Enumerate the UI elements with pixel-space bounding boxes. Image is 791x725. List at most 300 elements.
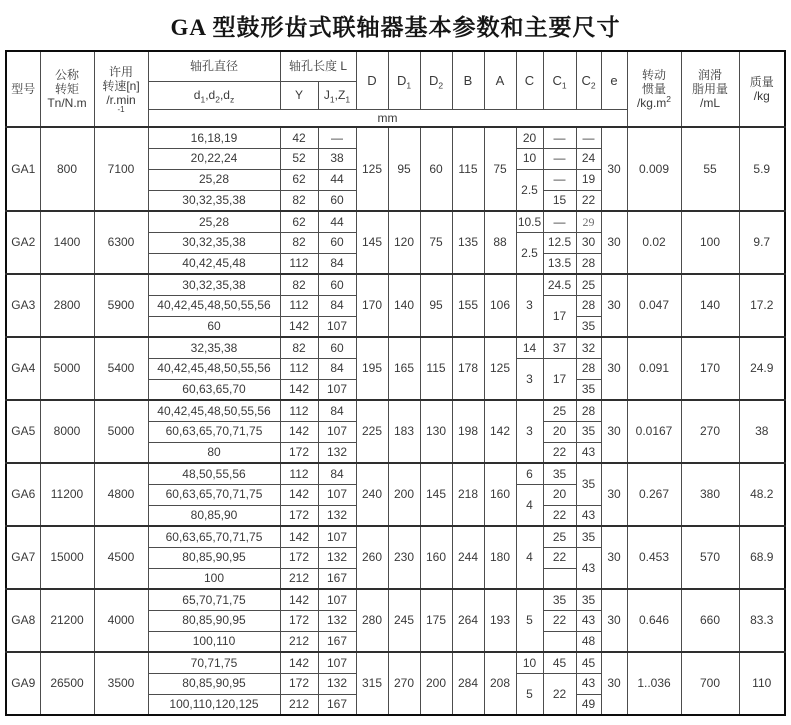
cell-bore-diameters: 100,110: [148, 631, 280, 652]
cell-bore-diameters: 25,28: [148, 211, 280, 232]
cell-C1: 35: [543, 589, 576, 610]
cell-length-JZ: 107: [318, 526, 356, 547]
cell-e: 30: [601, 463, 627, 526]
header-length-Y: Y: [280, 81, 318, 109]
cell-e: 30: [601, 274, 627, 337]
cell-speed: 5000: [94, 400, 148, 463]
cell-C1: [543, 631, 576, 652]
cell-bore-diameters: 20,22,24: [148, 148, 280, 169]
cell-speed: 6300: [94, 211, 148, 274]
cell-model: GA3: [6, 274, 40, 337]
cell-D1: 183: [388, 400, 420, 463]
cell-length-Y: 142: [280, 589, 318, 610]
cell-C1: 12.5: [543, 232, 576, 253]
cell-bore-diameters: 30,32,35,38: [148, 232, 280, 253]
cell-bore-diameters: 40,42,45,48,50,55,56: [148, 400, 280, 421]
cell-bore-diameters: 80,85,90,95: [148, 610, 280, 631]
cell-C1: 13.5: [543, 253, 576, 274]
cell-inertia: 0.453: [627, 526, 681, 589]
cell-mass: 9.7: [739, 211, 785, 274]
cell-length-JZ: 38: [318, 148, 356, 169]
cell-D2: 130: [420, 400, 452, 463]
cell-C: 10.5: [516, 211, 543, 232]
header-dim-D: D: [356, 51, 388, 109]
table-row: [6, 589, 785, 610]
cell-length-Y: 142: [280, 652, 318, 673]
cell-model: GA5: [6, 400, 40, 463]
cell-model: GA4: [6, 337, 40, 400]
cell-bore-diameters: 100,110,120,125: [148, 694, 280, 715]
cell-D2: 95: [420, 274, 452, 337]
cell-bore-diameters: 60,63,65,70,71,75: [148, 526, 280, 547]
cell-bore-diameters: 80: [148, 442, 280, 463]
cell-grease: 700: [681, 652, 739, 715]
cell-C1: 25: [543, 526, 576, 547]
cell-length-JZ: 107: [318, 589, 356, 610]
cell-A: 125: [484, 337, 516, 400]
cell-grease: 100: [681, 211, 739, 274]
cell-length-JZ: 132: [318, 442, 356, 463]
cell-D2: 200: [420, 652, 452, 715]
cell-B: 135: [452, 211, 484, 274]
cell-length-Y: 112: [280, 463, 318, 484]
cell-mass: 24.9: [739, 337, 785, 400]
block-GA8: [6, 589, 785, 652]
cell-C2: 25: [576, 274, 601, 295]
cell-mass: 5.9: [739, 127, 785, 211]
cell-C2: 28: [576, 358, 601, 379]
cell-length-JZ: 107: [318, 379, 356, 400]
cell-D2: 175: [420, 589, 452, 652]
cell-B: 115: [452, 127, 484, 211]
cell-C: 2.5: [516, 169, 543, 211]
cell-grease: 660: [681, 589, 739, 652]
cell-D: 315: [356, 652, 388, 715]
cell-C1: 22: [543, 505, 576, 526]
cell-length-JZ: 60: [318, 274, 356, 295]
cell-C2: 43: [576, 610, 601, 631]
cell-C2: 43: [576, 673, 601, 694]
cell-D2: 145: [420, 463, 452, 526]
cell-length-Y: 212: [280, 694, 318, 715]
block-GA5: [6, 400, 785, 463]
cell-length-Y: 142: [280, 526, 318, 547]
cell-length-Y: 62: [280, 169, 318, 190]
cell-torque: 15000: [40, 526, 94, 589]
cell-D2: 160: [420, 526, 452, 589]
cell-grease: 170: [681, 337, 739, 400]
header-dim-B: B: [452, 51, 484, 109]
cell-B: 218: [452, 463, 484, 526]
cell-B: 284: [452, 652, 484, 715]
cell-D: 260: [356, 526, 388, 589]
cell-bore-diameters: 80,85,90,95: [148, 673, 280, 694]
cell-length-Y: 112: [280, 295, 318, 316]
cell-length-Y: 52: [280, 148, 318, 169]
cell-C1: 35: [543, 463, 576, 484]
cell-C1: —: [543, 211, 576, 232]
cell-length-JZ: 84: [318, 400, 356, 421]
cell-length-JZ: 107: [318, 652, 356, 673]
cell-D: 240: [356, 463, 388, 526]
cell-B: 198: [452, 400, 484, 463]
cell-C1: —: [543, 169, 576, 190]
cell-A: 160: [484, 463, 516, 526]
cell-speed: 5900: [94, 274, 148, 337]
cell-bore-diameters: 32,35,38: [148, 337, 280, 358]
cell-C2: 35: [576, 316, 601, 337]
cell-speed: 3500: [94, 652, 148, 715]
cell-length-Y: 142: [280, 379, 318, 400]
cell-e: 30: [601, 652, 627, 715]
cell-bore-diameters: 25,28: [148, 169, 280, 190]
cell-mass: 83.3: [739, 589, 785, 652]
cell-length-JZ: 84: [318, 463, 356, 484]
table-header: [6, 51, 785, 127]
table-row: [6, 400, 785, 421]
cell-D1: 120: [388, 211, 420, 274]
cell-C1: 22: [543, 547, 576, 568]
cell-length-Y: 112: [280, 358, 318, 379]
cell-torque: 2800: [40, 274, 94, 337]
cell-C: 10: [516, 652, 543, 673]
cell-model: GA2: [6, 211, 40, 274]
cell-length-JZ: 132: [318, 505, 356, 526]
cell-length-JZ: 84: [318, 253, 356, 274]
cell-bore-diameters: 65,70,71,75: [148, 589, 280, 610]
cell-grease: 270: [681, 400, 739, 463]
cell-C: 4: [516, 526, 543, 589]
cell-C2: 24: [576, 148, 601, 169]
cell-C1: 15: [543, 190, 576, 211]
cell-C1: 17: [543, 358, 576, 400]
cell-C2: 32: [576, 337, 601, 358]
cell-C1: 24.5: [543, 274, 576, 295]
cell-torque: 5000: [40, 337, 94, 400]
cell-A: 88: [484, 211, 516, 274]
cell-model: GA6: [6, 463, 40, 526]
cell-speed: 4000: [94, 589, 148, 652]
cell-C: 20: [516, 127, 543, 148]
block-GA3: [6, 274, 785, 337]
cell-mass: 68.9: [739, 526, 785, 589]
cell-bore-diameters: 80,85,90: [148, 505, 280, 526]
table-row: [6, 127, 785, 148]
cell-torque: 11200: [40, 463, 94, 526]
block-GA2: [6, 211, 785, 274]
block-GA4: [6, 337, 785, 400]
block-GA7: [6, 526, 785, 589]
cell-bore-diameters: 40,42,45,48: [148, 253, 280, 274]
cell-bore-diameters: 30,32,35,38: [148, 190, 280, 211]
header-inertia: 转动 惯量 $/kg.m^2$: [627, 51, 681, 127]
cell-C: 5: [516, 673, 543, 715]
cell-length-Y: 172: [280, 505, 318, 526]
cell-D: 225: [356, 400, 388, 463]
cell-mass: 110: [739, 652, 785, 715]
header-dim-A: A: [484, 51, 516, 109]
cell-D1: 200: [388, 463, 420, 526]
cell-C2: 28: [576, 253, 601, 274]
cell-length-Y: 82: [280, 232, 318, 253]
cell-D2: 115: [420, 337, 452, 400]
cell-C2: 43: [576, 547, 601, 589]
cell-C2: 28: [576, 400, 601, 421]
cell-mass: 38: [739, 400, 785, 463]
cell-C1: 22: [543, 610, 576, 631]
cell-inertia: 0.091: [627, 337, 681, 400]
cell-C1: 17: [543, 295, 576, 337]
cell-C2: 43: [576, 505, 601, 526]
cell-C: 3: [516, 358, 543, 400]
cell-bore-diameters: 40,42,45,48,50,55,56: [148, 295, 280, 316]
table-row: [6, 274, 785, 295]
cell-length-JZ: 132: [318, 610, 356, 631]
cell-C: 3: [516, 274, 543, 337]
cell-inertia: 0.267: [627, 463, 681, 526]
header-dim-C2: $C_2$: [576, 51, 601, 109]
cell-length-Y: 42: [280, 127, 318, 148]
cell-C2: 19: [576, 169, 601, 190]
cell-length-JZ: —: [318, 127, 356, 148]
cell-B: 178: [452, 337, 484, 400]
cell-length-Y: 142: [280, 316, 318, 337]
cell-bore-diameters: 30,32,35,38: [148, 274, 280, 295]
cell-D: 195: [356, 337, 388, 400]
cell-A: 193: [484, 589, 516, 652]
header-length-JZ: $J_1,Z_1$: [318, 81, 356, 109]
cell-length-JZ: 107: [318, 421, 356, 442]
table-row: [6, 337, 785, 358]
cell-D2: 60: [420, 127, 452, 211]
cell-inertia: 0.047: [627, 274, 681, 337]
cell-speed: 7100: [94, 127, 148, 211]
cell-inertia: 0.0167: [627, 400, 681, 463]
header-dim-C: C: [516, 51, 543, 109]
cell-D1: 140: [388, 274, 420, 337]
cell-C1: 37: [543, 337, 576, 358]
cell-torque: 1400: [40, 211, 94, 274]
cell-D: 145: [356, 211, 388, 274]
cell-bore-diameters: 70,71,75: [148, 652, 280, 673]
cell-C1: 20: [543, 421, 576, 442]
cell-length-JZ: 107: [318, 484, 356, 505]
header-dim-C1: $C_1$: [543, 51, 576, 109]
cell-bore-diameters: 60,63,65,70,71,75: [148, 484, 280, 505]
page-title: GA 型鼓形齿式联轴器基本参数和主要尺寸: [170, 15, 621, 40]
header-bore-diameter-symbols: $d_1,d_2,d_z$: [148, 81, 280, 109]
cell-grease: 55: [681, 127, 739, 211]
cell-bore-diameters: 60: [148, 316, 280, 337]
cell-A: 106: [484, 274, 516, 337]
cell-C2: 30: [576, 232, 601, 253]
cell-D1: 95: [388, 127, 420, 211]
cell-length-JZ: 167: [318, 694, 356, 715]
cell-length-Y: 112: [280, 253, 318, 274]
cell-inertia: 0.646: [627, 589, 681, 652]
cell-C: 5: [516, 589, 543, 652]
header-grease: 润滑 脂用量 /mL: [681, 51, 739, 127]
cell-length-Y: 142: [280, 421, 318, 442]
cell-length-Y: 82: [280, 190, 318, 211]
cell-e: 30: [601, 211, 627, 274]
cell-C: 6: [516, 463, 543, 484]
cell-B: 155: [452, 274, 484, 337]
cell-bore-diameters: 80,85,90,95: [148, 547, 280, 568]
cell-C1: 20: [543, 484, 576, 505]
cell-D1: 270: [388, 652, 420, 715]
cell-model: GA1: [6, 127, 40, 211]
cell-B: 264: [452, 589, 484, 652]
cell-inertia: 1..036: [627, 652, 681, 715]
cell-C1: 25: [543, 400, 576, 421]
table-row: [6, 211, 785, 232]
cell-bore-diameters: 48,50,55,56: [148, 463, 280, 484]
header-mass: 质量 /kg: [739, 51, 785, 127]
cell-C: 10: [516, 148, 543, 169]
header-dim-D2: $D_2$: [420, 51, 452, 109]
cell-C1: 22: [543, 442, 576, 463]
cell-D2: 75: [420, 211, 452, 274]
cell-B: 244: [452, 526, 484, 589]
coupling-parameters-table: [5, 50, 786, 716]
cell-C2: 29: [576, 211, 601, 232]
cell-C1: —: [543, 127, 576, 148]
cell-torque: 8000: [40, 400, 94, 463]
block-GA6: [6, 463, 785, 526]
cell-model: GA9: [6, 652, 40, 715]
header-unit-mm: mm: [148, 109, 627, 127]
cell-length-Y: 172: [280, 547, 318, 568]
cell-C2: 43: [576, 442, 601, 463]
cell-C2: 35: [576, 463, 601, 505]
cell-e: 30: [601, 400, 627, 463]
cell-length-JZ: 107: [318, 316, 356, 337]
cell-C2: 35: [576, 421, 601, 442]
cell-C2: 28: [576, 295, 601, 316]
cell-model: GA7: [6, 526, 40, 589]
cell-C1: 22: [543, 673, 576, 715]
cell-C: 2.5: [516, 232, 543, 274]
cell-D: 125: [356, 127, 388, 211]
cell-grease: 380: [681, 463, 739, 526]
table-row: [6, 526, 785, 547]
cell-torque: 21200: [40, 589, 94, 652]
header-dim-D1: $D_1$: [388, 51, 420, 109]
cell-C2: 35: [576, 379, 601, 400]
block-GA1: [6, 127, 785, 211]
header-dim-e: e: [601, 51, 627, 109]
table-row: [6, 463, 785, 484]
cell-inertia: 0.02: [627, 211, 681, 274]
cell-length-JZ: 60: [318, 190, 356, 211]
cell-C2: 35: [576, 526, 601, 547]
cell-length-JZ: 167: [318, 568, 356, 589]
cell-length-JZ: 44: [318, 211, 356, 232]
cell-speed: 4500: [94, 526, 148, 589]
cell-A: 75: [484, 127, 516, 211]
cell-length-JZ: 84: [318, 358, 356, 379]
cell-C1: —: [543, 148, 576, 169]
cell-mass: 17.2: [739, 274, 785, 337]
cell-length-Y: 172: [280, 673, 318, 694]
cell-A: 208: [484, 652, 516, 715]
cell-A: 142: [484, 400, 516, 463]
cell-e: 30: [601, 589, 627, 652]
block-GA9: [6, 652, 785, 715]
cell-length-Y: 172: [280, 442, 318, 463]
cell-length-Y: 212: [280, 568, 318, 589]
cell-length-JZ: 132: [318, 547, 356, 568]
cell-bore-diameters: 16,18,19: [148, 127, 280, 148]
cell-C2: 48: [576, 631, 601, 652]
cell-length-JZ: 84: [318, 295, 356, 316]
cell-grease: 140: [681, 274, 739, 337]
header-bore-length: 轴孔长度 L: [280, 51, 356, 81]
cell-e: 30: [601, 127, 627, 211]
cell-length-Y: 82: [280, 274, 318, 295]
cell-length-Y: 212: [280, 631, 318, 652]
cell-C2: 45: [576, 652, 601, 673]
cell-C: 4: [516, 484, 543, 526]
cell-D1: 245: [388, 589, 420, 652]
header-bore-diameter: 轴孔直径: [148, 51, 280, 81]
header-model: 型号: [6, 51, 40, 127]
cell-bore-diameters: 60,63,65,70,71,75: [148, 421, 280, 442]
cell-torque: 26500: [40, 652, 94, 715]
cell-C: 3: [516, 400, 543, 463]
cell-length-JZ: 60: [318, 232, 356, 253]
cell-e: 30: [601, 526, 627, 589]
cell-model: GA8: [6, 589, 40, 652]
cell-bore-diameters: 40,42,45,48,50,55,56: [148, 358, 280, 379]
cell-D: 280: [356, 589, 388, 652]
cell-D1: 230: [388, 526, 420, 589]
cell-bore-diameters: 60,63,65,70: [148, 379, 280, 400]
cell-length-Y: 62: [280, 211, 318, 232]
cell-C1: 45: [543, 652, 576, 673]
header-torque: 公称 转矩 Tn/N.m: [40, 51, 94, 127]
cell-mass: 48.2: [739, 463, 785, 526]
cell-C2: 22: [576, 190, 601, 211]
cell-inertia: 0.009: [627, 127, 681, 211]
cell-bore-diameters: 100: [148, 568, 280, 589]
cell-C2: 49: [576, 694, 601, 715]
cell-C: 14: [516, 337, 543, 358]
cell-D: 170: [356, 274, 388, 337]
header-speed: 许用 转速[n] /r.min -1: [94, 51, 148, 127]
cell-C2: 35: [576, 589, 601, 610]
cell-length-JZ: 60: [318, 337, 356, 358]
cell-length-Y: 172: [280, 610, 318, 631]
cell-e: 30: [601, 337, 627, 400]
cell-length-JZ: 167: [318, 631, 356, 652]
cell-A: 180: [484, 526, 516, 589]
cell-length-Y: 142: [280, 484, 318, 505]
cell-speed: 4800: [94, 463, 148, 526]
cell-length-JZ: 132: [318, 673, 356, 694]
table-row: [6, 652, 785, 673]
cell-C1: [543, 568, 576, 589]
cell-C2: —: [576, 127, 601, 148]
cell-length-Y: 112: [280, 400, 318, 421]
cell-speed: 5400: [94, 337, 148, 400]
cell-grease: 570: [681, 526, 739, 589]
cell-length-Y: 82: [280, 337, 318, 358]
cell-torque: 800: [40, 127, 94, 211]
cell-length-JZ: 44: [318, 169, 356, 190]
cell-D1: 165: [388, 337, 420, 400]
